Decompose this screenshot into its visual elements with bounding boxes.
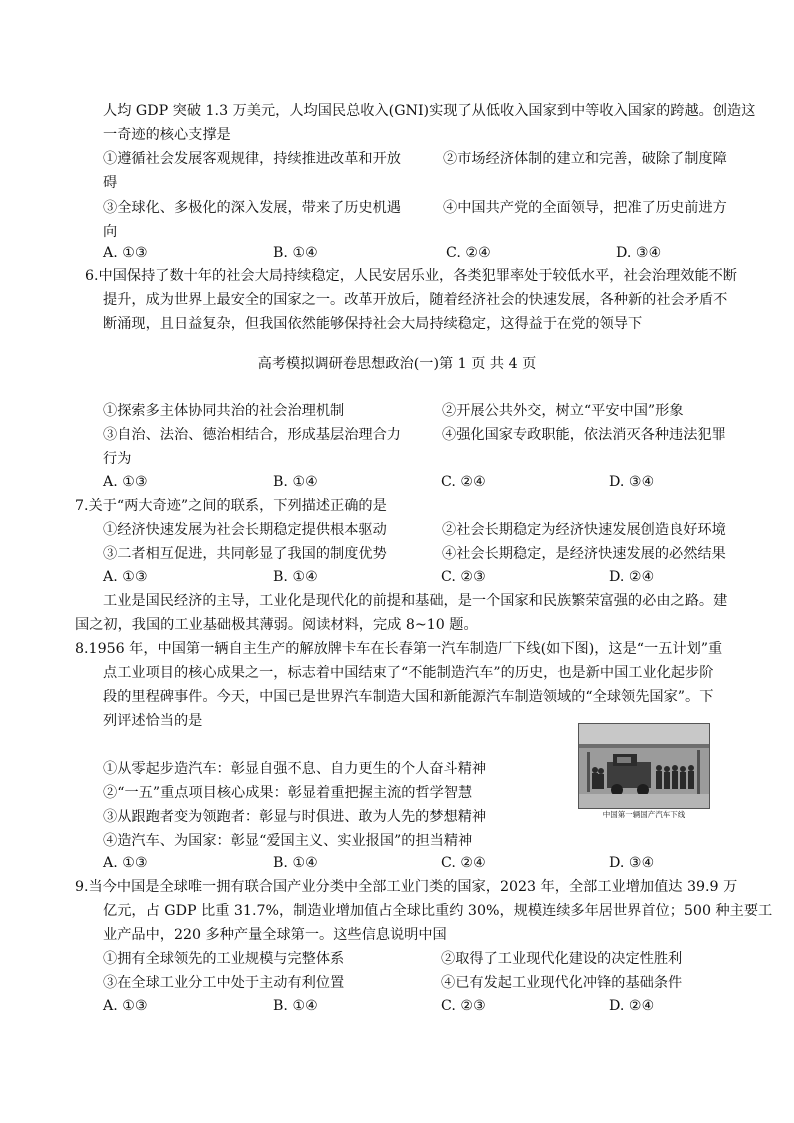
q7-stem: 7.关于“两大奇迹”之间的联系，下列描述正确的是 <box>75 498 387 514</box>
q5-item-3: ③全球化、多极化的深入发展，带来了历史机遇 <box>103 200 401 216</box>
q7-item-1: ①经济快速发展为社会长期稳定提供根本驱动 <box>103 522 387 538</box>
q8-stem-line-3: 段的里程碑事件。今天，中国已是世界汽车制造大国和新能源汽车制造领域的“全球领先国家”。下 <box>103 689 714 705</box>
q6-item-4: ④强化国家专政职能，依法消灭各种违法犯罪 <box>442 427 726 443</box>
q8-item-1: ①从零起步造汽车：彰显自强不息、自力更生的个人奋斗精神 <box>103 761 487 777</box>
q6-option-a: A. ①③ <box>103 474 148 490</box>
q5-item-2-wrap: 碍 <box>103 175 118 191</box>
q8-stem-line-4: 列评述恰当的是 <box>103 713 203 729</box>
q7-option-d: D. ②④ <box>609 569 655 585</box>
page-footer: 高考模拟调研卷思想政治(一)第 1 页 共 4 页 <box>257 356 537 372</box>
q8-option-d: D. ③④ <box>609 855 655 871</box>
q6-stem-line-3: 断涌现，且日益复杂，但我国依然能够保持社会大局持续稳定，这得益于在党的领导下 <box>103 316 643 332</box>
q7-option-c: C. ②③ <box>441 569 486 585</box>
material-line-1: 工业是国民经济的主导，工业化是现代化的前提和基础，是一个国家和民族繁荣富强的必由之路。建 <box>103 593 728 609</box>
q7-option-b: B. ①④ <box>273 569 318 585</box>
q9-item-2: ②取得了工业现代化建设的决定性胜利 <box>441 951 683 967</box>
q8-item-4: ④造汽车、为国家：彰显“爱国主义、实业报国”的担当精神 <box>103 833 473 849</box>
q8-item-3: ③从跟跑者变为领跑者：彰显与时俱进、敢为人先的梦想精神 <box>103 809 487 825</box>
q9-stem-line-3: 业产品中，220 多种产量全球第一。这些信息说明中国 <box>103 927 447 943</box>
q9-stem-line-2: 亿元，占 GDP 比重 31.7%，制造业增加值占全球比重约 30%，规模连续多年居世界首位；500 种主要工 <box>103 903 773 919</box>
q9-item-1: ①拥有全球领先的工业规模与完整体系 <box>103 951 345 967</box>
q9-option-d: D. ②④ <box>609 998 655 1014</box>
q6-option-c: C. ②④ <box>441 474 486 490</box>
q9-stem-line-1: 9.当今中国是全球唯一拥有联合国产业分类中全部工业门类的国家，2023 年，全部工业增加值达 39.9 万 <box>75 879 738 895</box>
q5-item-4: ④中国共产党的全面领导，把准了历史前进方 <box>443 200 727 216</box>
q8-item-2: ②“一五”重点项目核心成果：彰显着重把握主流的哲学智慧 <box>103 785 473 801</box>
photo-caption: 中国第一辆国产汽车下线 <box>602 810 686 819</box>
q6-item-4-wrap: 行为 <box>103 451 132 467</box>
q6-stem-line-2: 提升，成为世界上最安全的国家之一。改革开放后，随着经济社会的快速发展，各种新的社会矛盾不 <box>103 292 728 308</box>
q5-option-a: A. ①③ <box>103 245 148 261</box>
q5-item-2: ②市场经济体制的建立和完善，破除了制度障 <box>443 151 727 167</box>
q7-item-2: ②社会长期稳定为经济快速发展创造良好环境 <box>442 522 726 538</box>
q5-option-d: D. ③④ <box>616 245 662 261</box>
q9-option-c: C. ②③ <box>441 998 486 1014</box>
q8-option-a: A. ①③ <box>103 855 148 871</box>
q6-stem-line-1: 6.中国保持了数十年的社会大局持续稳定，人民安居乐业，各类犯罪率处于较低水平，社会治理效能不断 <box>85 268 737 284</box>
q6-option-d: D. ③④ <box>609 474 655 490</box>
q5-item-4-wrap: 向 <box>103 224 118 240</box>
q6-item-3: ③自治、法治、德治相结合，形成基层治理合力 <box>103 427 401 443</box>
q6-item-2: ②开展公共外交，树立“平安中国”形象 <box>442 403 684 419</box>
q7-option-a: A. ①③ <box>103 569 148 585</box>
q5-item-1: ①遵循社会发展客观规律，持续推进改革和开放 <box>103 151 401 167</box>
q6-option-b: B. ①④ <box>273 474 318 490</box>
q9-option-a: A. ①③ <box>103 998 148 1014</box>
q9-item-4: ④已有发起工业现代化冲锋的基础条件 <box>441 975 683 991</box>
q8-stem-line-2: 点工业项目的核心成果之一，标志着中国结束了“不能制造汽车”的历史，也是新中国工业化起步阶 <box>103 665 714 681</box>
truck-photo-illustration <box>579 724 709 808</box>
q8-stem-line-1: 8.1956 年，中国第一辆自主生产的解放牌卡车在长春第一汽车制造厂下线(如下图)，这是“一五计划”重 <box>75 641 723 657</box>
q8-option-c: C. ②④ <box>441 855 486 871</box>
q5-stem-line-1: 人均 GDP 突破 1.3 万美元，人均国民总收入(GNI)实现了从低收入国家到中等收入国家的跨越。创造这 <box>103 103 756 119</box>
material-line-2: 国之初，我国的工业基础极其薄弱。阅读材料，完成 8~10 题。 <box>75 617 478 633</box>
q5-stem-line-2: 一奇迹的核心支撑是 <box>103 127 231 143</box>
q5-option-b: B. ①④ <box>273 245 318 261</box>
q7-item-4: ④社会长期稳定，是经济快速发展的必然结果 <box>442 546 726 562</box>
q5-option-c: C. ②④ <box>446 245 491 261</box>
first-truck-photo <box>578 723 710 809</box>
q9-item-3: ③在全球工业分工中处于主动有利位置 <box>103 975 345 991</box>
q8-option-b: B. ①④ <box>273 855 318 871</box>
q6-item-1: ①探索多主体协同共治的社会治理机制 <box>103 403 345 419</box>
q7-item-3: ③二者相互促进，共同彰显了我国的制度优势 <box>103 546 387 562</box>
q9-option-b: B. ①④ <box>273 998 318 1014</box>
